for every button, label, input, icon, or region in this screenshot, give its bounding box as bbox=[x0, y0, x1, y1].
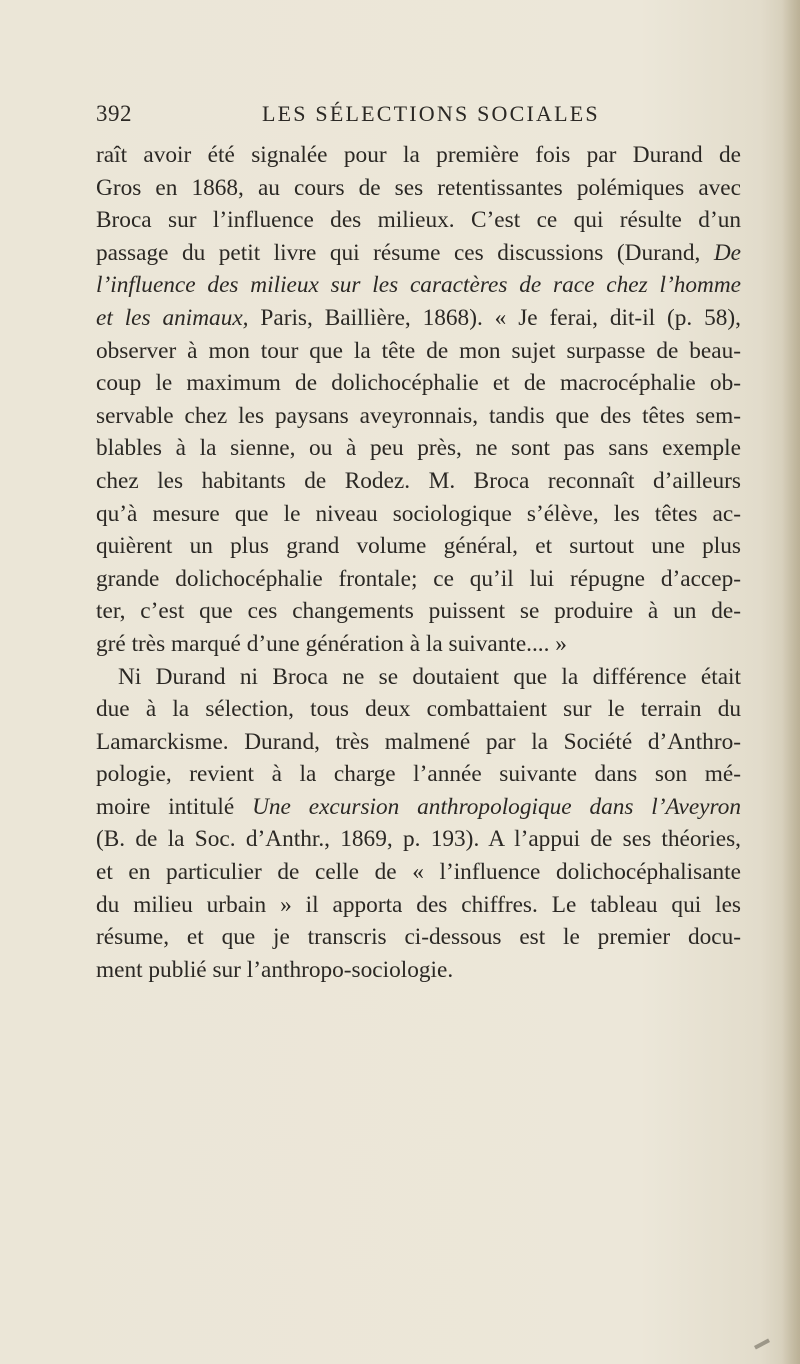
text-line: du milieu urbain » il apporta des chiffres. Le tableau qui les bbox=[96, 891, 741, 918]
book-title-italic: De bbox=[713, 239, 741, 266]
ink-smudge bbox=[754, 1338, 770, 1349]
text-line: Broca sur l’influence des milieux. C’est ce qui résulte d’un bbox=[96, 207, 741, 234]
body-text bbox=[96, 139, 741, 986]
running-title: LES SÉLECTIONS SOCIALES bbox=[262, 101, 600, 126]
text-line bbox=[96, 791, 741, 824]
text-line: et en particulier de celle de « l’influence dolichocéphalisante bbox=[96, 859, 741, 886]
page-edge-shadow bbox=[782, 0, 800, 1364]
text-line: due à la sélection, tous deux combattaient sur le terrain du bbox=[96, 696, 741, 723]
text-line: coup le maximum de dolichocéphalie et de macrocéphalie ob- bbox=[96, 370, 741, 397]
page-number: 392 bbox=[96, 101, 132, 126]
text-segment: Paris, Baillière, 1868). « Je ferai, dit-il (p. 58), bbox=[260, 304, 742, 331]
memoir-title-italic: Une excursion anthropologique dans l’Aveyron bbox=[252, 793, 741, 820]
text-segment: moire intitulé bbox=[96, 793, 235, 820]
text-line bbox=[96, 237, 741, 270]
text-line: gré très marqué d’une génération à la suivante.... » bbox=[96, 630, 567, 657]
book-title-italic: et les animaux, bbox=[96, 304, 249, 331]
book-title-italic: l’influence des milieux sur les caractères de race chez l’homme bbox=[96, 272, 741, 299]
text-line: Lamarckisme. Durand, très malmené par la Société d’Anthro- bbox=[96, 728, 741, 755]
text-line: Gros en 1868, au cours de ses retentissantes polémiques avec bbox=[96, 174, 741, 201]
text-line: Ni Durand ni Broca ne se doutaient que la différence était bbox=[118, 663, 741, 690]
text-line: observer à mon tour que la tête de mon sujet surpasse de beau- bbox=[96, 337, 741, 364]
text-line: (B. de la Soc. d’Anthr., 1869, p. 193). A l’appui de ses théories, bbox=[96, 826, 741, 853]
text-line: blables à la sienne, ou à peu près, ne sont pas sans exemple bbox=[96, 435, 741, 462]
page-header bbox=[96, 101, 736, 135]
text-segment: passage du petit livre qui résume ces discussions (Durand, bbox=[96, 239, 701, 266]
text-line: servable chez les paysans aveyronnais, tandis que des têtes sem- bbox=[96, 402, 741, 429]
text-line: grande dolichocéphalie frontale; ce qu’il lui répugne d’accep- bbox=[96, 565, 741, 592]
text-line: ter, c’est que ces changements puissent se produire à un de- bbox=[96, 598, 741, 625]
text-line: pologie, revient à la charge l’année suivante dans son mé- bbox=[96, 761, 741, 788]
text-line: résume, et que je transcris ci-dessous est le premier docu- bbox=[96, 924, 741, 951]
text-line: quièrent un plus grand volume général, et surtout une plus bbox=[96, 533, 741, 560]
text-line bbox=[96, 269, 741, 302]
text-line: raît avoir été signalée pour la première fois par Durand de bbox=[96, 142, 741, 168]
text-line bbox=[96, 302, 741, 335]
text-line: chez les habitants de Rodez. M. Broca reconnaît d’ailleurs bbox=[96, 467, 741, 494]
text-line: ment publié sur l’anthropo-sociologie. bbox=[96, 956, 454, 983]
text-line: qu’à mesure que le niveau sociologique s’élève, les têtes ac- bbox=[96, 500, 741, 527]
